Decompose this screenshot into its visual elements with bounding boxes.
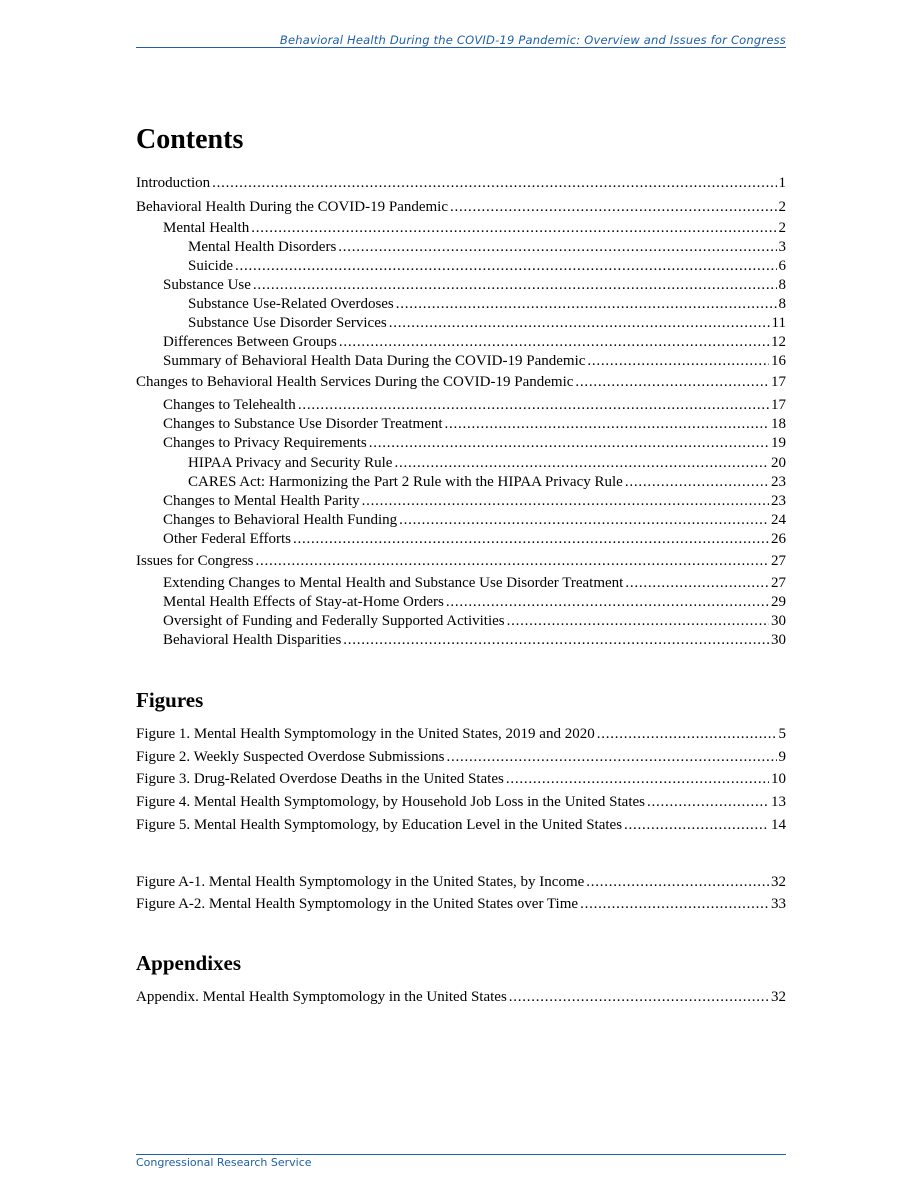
toc-entry-page: 3 bbox=[778, 239, 786, 255]
dot-leader bbox=[575, 373, 769, 391]
toc-entry-page: 27 bbox=[771, 553, 786, 569]
dot-leader bbox=[293, 530, 769, 548]
toc-entry-page: 30 bbox=[771, 632, 786, 648]
toc-entry[interactable] bbox=[163, 492, 786, 510]
toc-entry[interactable] bbox=[188, 454, 786, 472]
toc-entry-page: 18 bbox=[771, 416, 786, 432]
toc-entry-page: 24 bbox=[771, 512, 786, 528]
toc-entry[interactable] bbox=[163, 396, 786, 414]
dot-leader bbox=[625, 574, 769, 592]
dot-leader bbox=[389, 314, 770, 332]
toc-entry-page: 29 bbox=[771, 594, 786, 610]
dot-leader bbox=[624, 816, 769, 834]
toc-entry-page: 23 bbox=[771, 493, 786, 509]
appendix-entry[interactable] bbox=[136, 988, 786, 1006]
dot-leader bbox=[339, 333, 769, 351]
toc-entry-page: 12 bbox=[771, 334, 786, 350]
toc-entry-page: 6 bbox=[778, 258, 786, 274]
figure-entry[interactable] bbox=[136, 816, 786, 834]
toc-entry-title: Substance Use Disorder Services bbox=[188, 315, 387, 331]
dot-leader bbox=[396, 295, 777, 313]
figure-entry-title: Figure A-1. Mental Health Symptomology in the United States, by Income bbox=[136, 874, 585, 890]
toc-entry-title: HIPAA Privacy and Security Rule bbox=[188, 455, 393, 471]
toc-entry-title: Oversight of Funding and Federally Supported Activities bbox=[163, 613, 505, 629]
figures-heading: Figures bbox=[136, 688, 204, 712]
toc-entry[interactable] bbox=[163, 434, 786, 452]
figure-entry[interactable] bbox=[136, 793, 786, 811]
toc-entry-page: 19 bbox=[771, 435, 786, 451]
dot-leader bbox=[445, 415, 769, 433]
toc-entry-title: Mental Health bbox=[163, 220, 250, 236]
dot-leader bbox=[212, 174, 776, 192]
dot-leader bbox=[399, 511, 769, 529]
toc-entry-page: 1 bbox=[778, 175, 786, 191]
toc-entry-page: 16 bbox=[771, 353, 786, 369]
figure-entry[interactable] bbox=[136, 770, 786, 788]
dot-leader bbox=[394, 454, 769, 472]
dot-leader bbox=[586, 873, 769, 891]
contents-heading: Contents bbox=[136, 124, 244, 155]
toc-entry-title: Changes to Mental Health Parity bbox=[163, 493, 360, 509]
dot-leader bbox=[447, 748, 777, 766]
toc-entry-page: 11 bbox=[771, 315, 786, 331]
dot-leader bbox=[580, 895, 769, 913]
toc-entry[interactable] bbox=[163, 631, 786, 649]
toc-entry-title: Mental Health Effects of Stay-at-Home Orders bbox=[163, 594, 444, 610]
toc-entry[interactable] bbox=[163, 612, 786, 630]
figure-entry[interactable] bbox=[136, 725, 786, 743]
dot-leader bbox=[450, 198, 776, 216]
toc-entry-title: Extending Changes to Mental Health and Substance Use Disorder Treatment bbox=[163, 575, 624, 591]
figure-entry-title: Figure 2. Weekly Suspected Overdose Submissions bbox=[136, 749, 445, 765]
toc-entry[interactable] bbox=[163, 219, 786, 237]
figure-entry-title: Figure 1. Mental Health Symptomology in the United States, 2019 and 2020 bbox=[136, 726, 595, 742]
figure-entry-page: 13 bbox=[771, 794, 786, 810]
toc-entry-page: 26 bbox=[771, 531, 786, 547]
dot-leader bbox=[235, 257, 777, 275]
toc-entry-title: Other Federal Efforts bbox=[163, 531, 292, 547]
figure-entry-page: 5 bbox=[778, 726, 786, 742]
figure-entry-page: 9 bbox=[778, 749, 786, 765]
dot-leader bbox=[338, 238, 776, 256]
toc-entry-title: Issues for Congress bbox=[136, 553, 254, 569]
toc-entry-title: Behavioral Health Disparities bbox=[163, 632, 342, 648]
dot-leader bbox=[647, 793, 769, 811]
toc-entry-page: 8 bbox=[778, 296, 786, 312]
toc-entry-title: Changes to Behavioral Health Services During the COVID-19 Pandemic bbox=[136, 374, 574, 390]
toc-entry-title: Summary of Behavioral Health Data During the COVID-19 Pandemic bbox=[163, 353, 586, 369]
toc-entry-page: 23 bbox=[771, 474, 786, 490]
toc-entry-page: 2 bbox=[778, 220, 786, 236]
toc-entry-title: CARES Act: Harmonizing the Part 2 Rule with the HIPAA Privacy Rule bbox=[188, 474, 623, 490]
toc-entry[interactable] bbox=[163, 593, 786, 611]
toc-entry-page: 27 bbox=[771, 575, 786, 591]
toc-entry-title: Differences Between Groups bbox=[163, 334, 337, 350]
figure-entry-title: Figure 4. Mental Health Symptomology, by Household Job Loss in the United States bbox=[136, 794, 645, 810]
figure-entry-page: 10 bbox=[771, 771, 786, 787]
dot-leader bbox=[506, 770, 769, 788]
figure-entry[interactable] bbox=[136, 895, 786, 913]
toc-entry-page: 30 bbox=[771, 613, 786, 629]
toc-entry-page: 8 bbox=[778, 277, 786, 293]
dot-leader bbox=[251, 219, 776, 237]
toc-entry[interactable] bbox=[136, 373, 786, 391]
toc-entry[interactable] bbox=[188, 257, 786, 275]
dot-leader bbox=[369, 434, 769, 452]
toc-entry-title: Changes to Privacy Requirements bbox=[163, 435, 367, 451]
figure-entry-title: Figure A-2. Mental Health Symptomology in the United States over Time bbox=[136, 896, 579, 912]
dot-leader bbox=[253, 276, 777, 294]
dot-leader bbox=[256, 552, 770, 570]
figure-entry-page: 33 bbox=[771, 896, 786, 912]
dot-leader bbox=[362, 492, 769, 510]
toc-entry[interactable] bbox=[136, 198, 786, 216]
toc-entry[interactable] bbox=[136, 552, 786, 570]
toc-entry[interactable] bbox=[163, 574, 786, 592]
toc-entry-title: Changes to Behavioral Health Funding bbox=[163, 512, 398, 528]
dot-leader bbox=[509, 988, 769, 1006]
running-header: Behavioral Health During the COVID-19 Pandemic: Overview and Issues for Congress bbox=[279, 33, 786, 47]
dot-leader bbox=[507, 612, 769, 630]
toc-entry-page: 20 bbox=[771, 455, 786, 471]
toc-entry[interactable] bbox=[188, 314, 786, 332]
figure-entry[interactable] bbox=[136, 748, 786, 766]
toc-entry[interactable] bbox=[163, 276, 786, 294]
toc-entry-page: 17 bbox=[771, 397, 786, 413]
toc-entry[interactable] bbox=[163, 333, 786, 351]
figure-entry-title: Figure 5. Mental Health Symptomology, by Education Level in the United States bbox=[136, 817, 623, 833]
toc-entry[interactable] bbox=[188, 473, 786, 491]
figure-entry-title: Figure 3. Drug-Related Overdose Deaths in the United States bbox=[136, 771, 504, 787]
dot-leader bbox=[343, 631, 769, 649]
toc-entry[interactable] bbox=[136, 174, 786, 192]
toc-entry[interactable] bbox=[188, 295, 786, 313]
toc-entry[interactable] bbox=[163, 415, 786, 433]
toc-entry-title: Behavioral Health During the COVID-19 Pandemic bbox=[136, 199, 449, 215]
appendixes-heading: Appendixes bbox=[136, 951, 242, 975]
toc-entry-title: Mental Health Disorders bbox=[188, 239, 337, 255]
toc-entry-title: Substance Use bbox=[163, 277, 251, 293]
toc-entry[interactable] bbox=[163, 511, 786, 529]
toc-entry[interactable] bbox=[163, 352, 786, 370]
toc-entry-page: 17 bbox=[771, 374, 786, 390]
toc-entry[interactable] bbox=[163, 530, 786, 548]
dot-leader bbox=[597, 725, 777, 743]
footer-rule bbox=[136, 1154, 786, 1155]
toc-entry-title: Changes to Substance Use Disorder Treatment bbox=[163, 416, 443, 432]
dot-leader bbox=[446, 593, 769, 611]
toc-entry-title: Substance Use-Related Overdoses bbox=[188, 296, 394, 312]
figure-entry-page: 32 bbox=[771, 874, 786, 890]
toc-entry-title: Changes to Telehealth bbox=[163, 397, 296, 413]
appendix-entry-title: Appendix. Mental Health Symptomology in the United States bbox=[136, 989, 507, 1005]
running-footer: Congressional Research Service bbox=[136, 1156, 312, 1169]
toc-entry[interactable] bbox=[188, 238, 786, 256]
header-rule bbox=[136, 47, 786, 48]
toc-entry-title: Introduction bbox=[136, 175, 211, 191]
dot-leader bbox=[625, 473, 769, 491]
dot-leader bbox=[587, 352, 769, 370]
dot-leader bbox=[298, 396, 769, 414]
appendix-entry-page: 32 bbox=[771, 989, 786, 1005]
figure-entry-page: 14 bbox=[771, 817, 786, 833]
toc-entry-title: Suicide bbox=[188, 258, 233, 274]
toc-entry-page: 2 bbox=[778, 199, 786, 215]
figure-entry[interactable] bbox=[136, 873, 786, 891]
